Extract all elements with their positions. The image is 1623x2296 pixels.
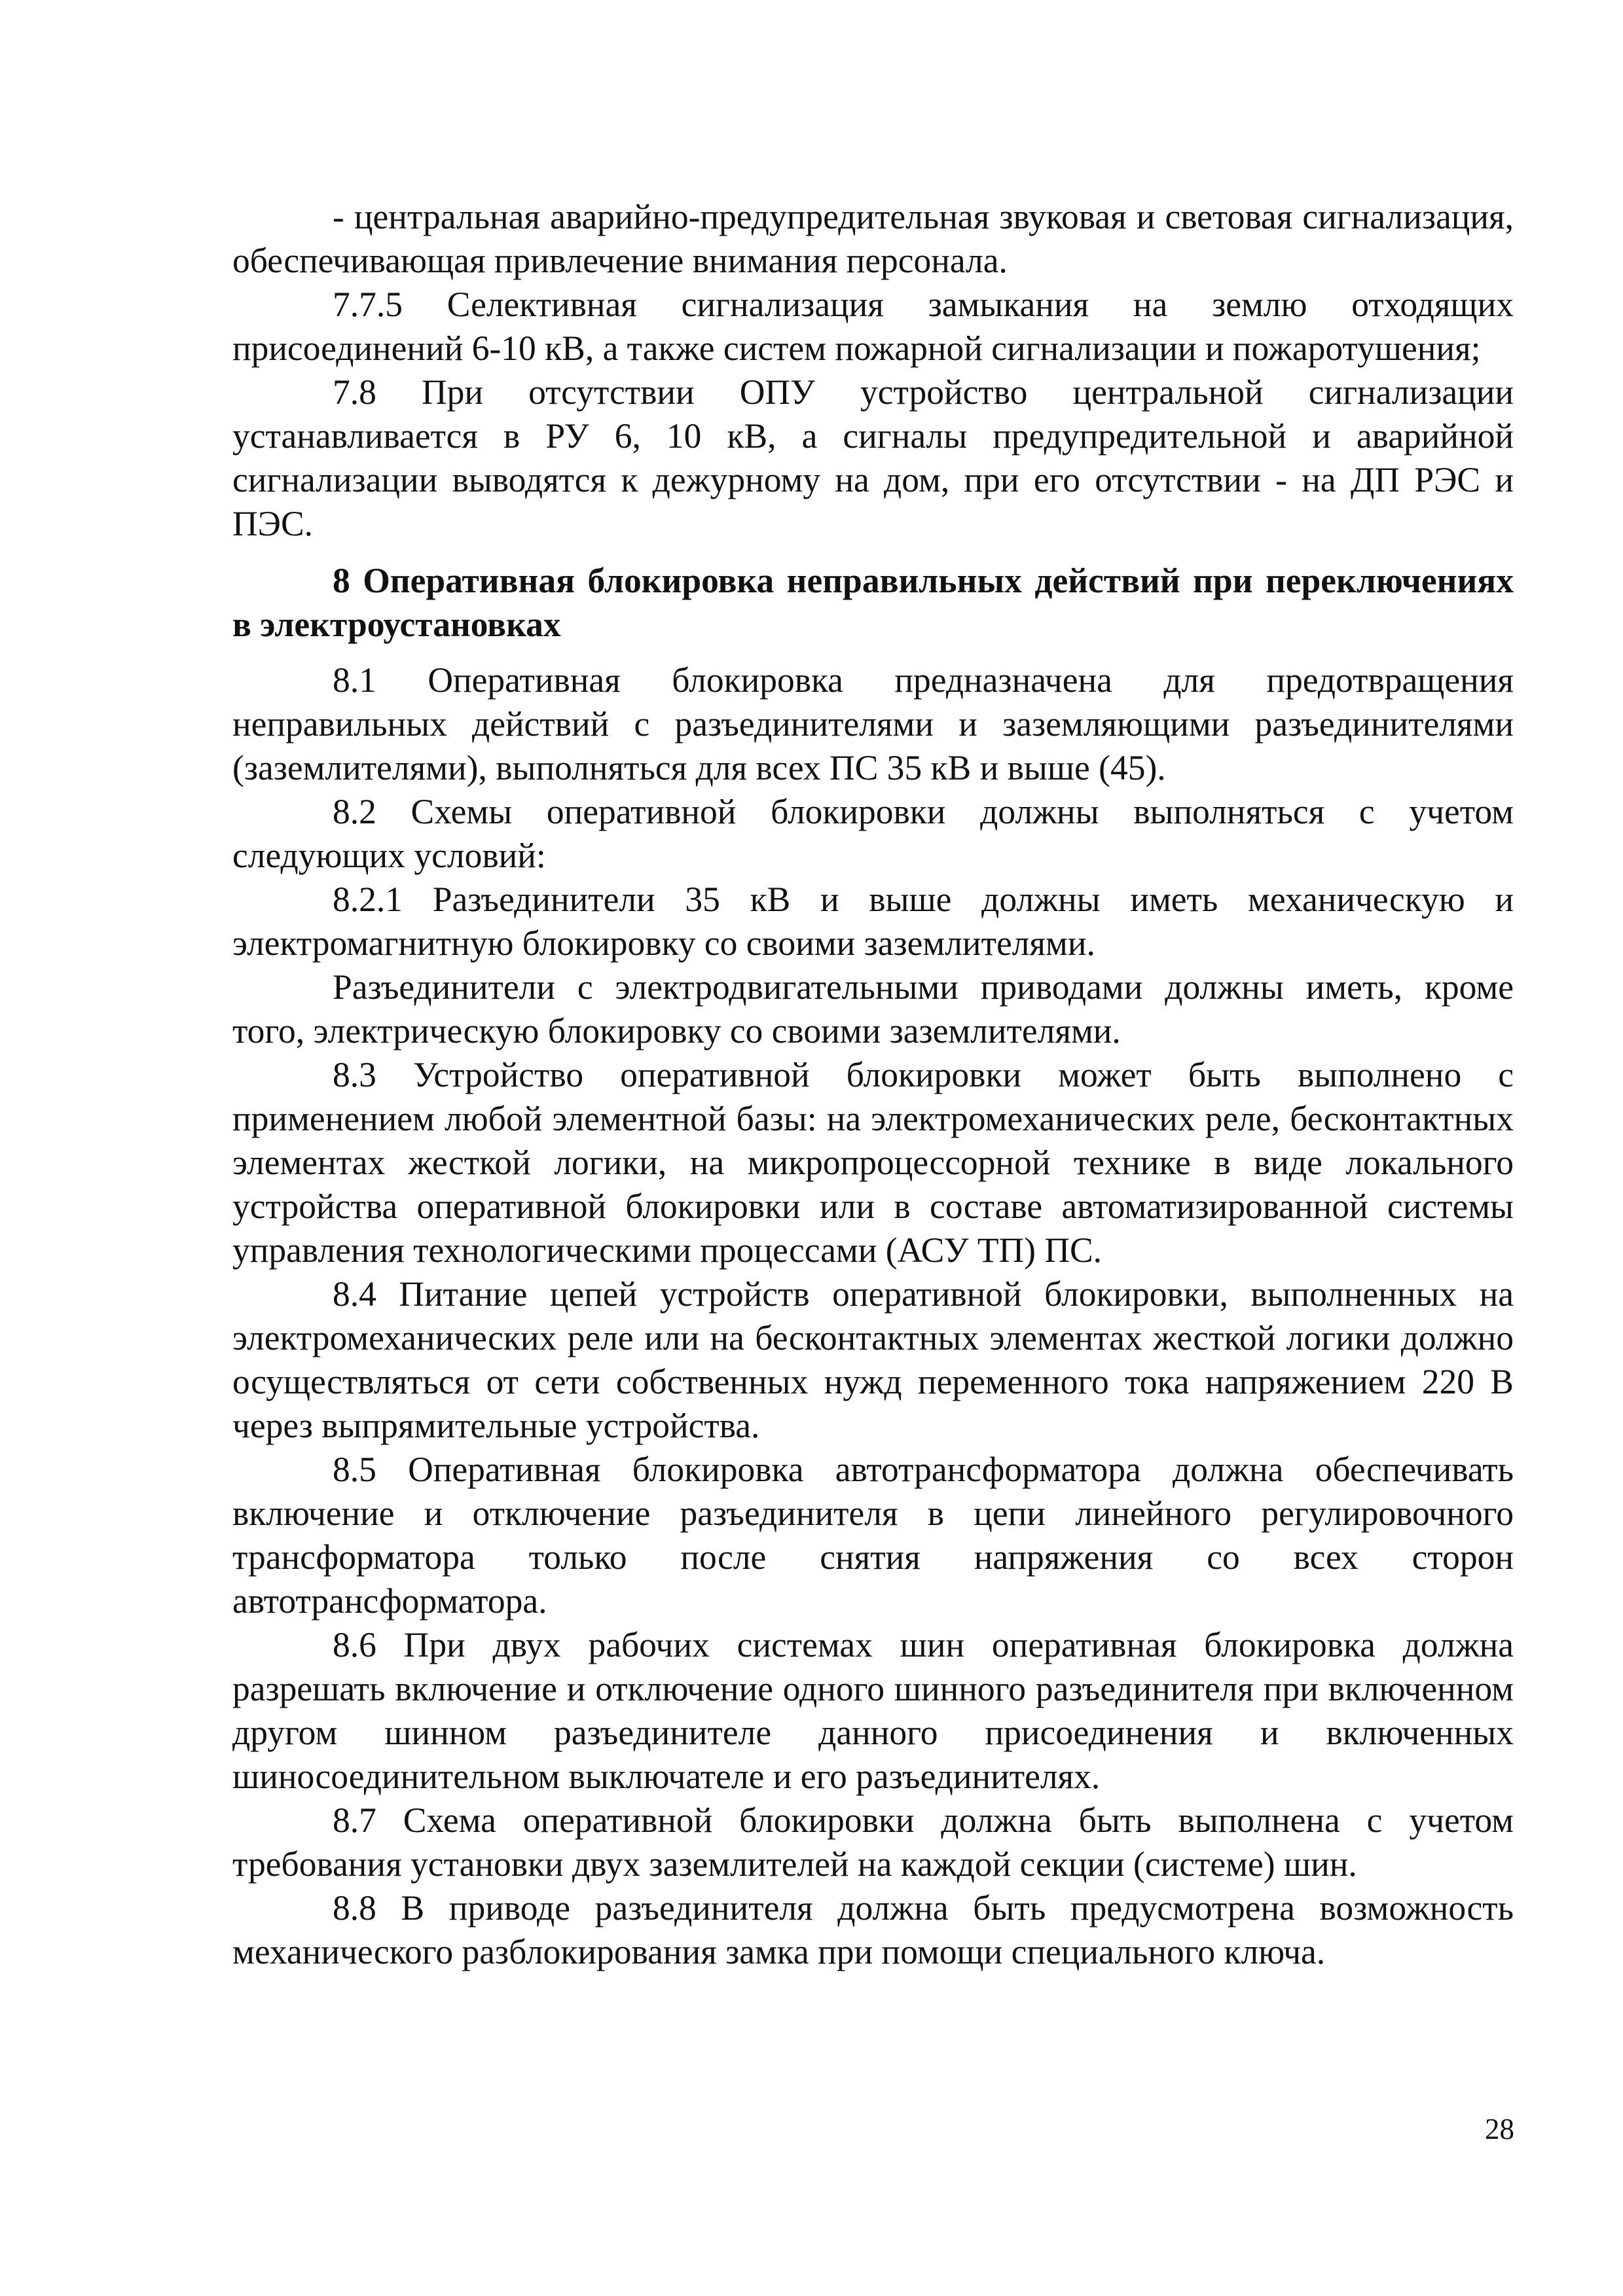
paragraph-8-7: 8.7 Схема оперативной блокировки должна быть выполнена с учетом требования установки двух заземлителей на каждой секции (системе) шин.: [232, 1801, 1514, 1884]
paragraph-8-8: 8.8 В приводе разъединителя должна быть предусмотрена возможность механического разблокирования замка при помощи специального ключа.: [232, 1888, 1514, 1971]
paragraph-disconnectors-motor: Разъединители с электродвигательными приводами должны иметь, кроме того, электрическую блокировку со своими заземлителями.: [232, 967, 1514, 1050]
paragraph-8-3: 8.3 Устройство оперативной блокировки может быть выполнено с применением любой элементной базы: на электромеханических реле, бесконтактных элементах жесткой логики, на микропроцессорной технике в виде локального устройства оперативной блокировки или в составе автоматизированной системы управления технологическими процессами (АСУ ТП) ПС.: [232, 1055, 1514, 1270]
paragraph-8-5: 8.5 Оперативная блокировка автотрансформатора должна обеспечивать включение и отключение разъединителя в цепи линейного регулировочного трансформатора только после снятия напряжения со всех сторон автотрансформатора.: [232, 1450, 1514, 1621]
paragraph-7-8: 7.8 При отсутствии ОПУ устройство центральной сигнализации устанавливается в РУ 6, 10 кВ, а сигналы предупредительной и аварийной сигнализации выводятся к дежурному на дом, при его отсутствии - на ДП РЭС и ПЭС.: [232, 372, 1514, 543]
paragraph-8-2-1: 8.2.1 Разъединители 35 кВ и выше должны иметь механическую и электромагнитную блокировку со своими заземлителями.: [232, 880, 1514, 963]
page-number: 28: [1485, 2113, 1514, 2145]
paragraph-7-7-5: 7.7.5 Селективная сигнализация замыкания на землю отходящих присоединений 6-10 кВ, а также систем пожарной сигнализации и пожаротушения;: [232, 285, 1514, 368]
paragraph-8-4: 8.4 Питание цепей устройств оперативной блокировки, выполненных на электромеханических реле или на бесконтактных элементах жесткой логики должно осуществляться от сети собственных нужд переменного тока напряжением 220 В через выпрямительные устройства.: [232, 1274, 1514, 1445]
paragraph-8-2: 8.2 Схемы оперативной блокировки должны выполняться с учетом следующих условий:: [232, 792, 1514, 875]
paragraph-8-6: 8.6 При двух рабочих системах шин оперативная блокировка должна разрешать включение и отключение одного шинного разъединителя при включенном другом шинном разъединителе данного присоединения и включенных шиносоединительном выключателе и его разъединителях.: [232, 1625, 1514, 1796]
section-heading: 8 Оперативная блокировка неправильных действий при переключениях в электроустановках: [232, 561, 1514, 644]
paragraph-8-1: 8.1 Оперативная блокировка предназначена для предотвращения неправильных действий с разъединителями и заземляющими разъединителями (заземлителями), выполняться для всех ПС 35 кВ и выше (45).: [232, 660, 1514, 787]
paragraph-central-alarm: - центральная аварийно-предупредительная звуковая и световая сигнализация, обеспечивающая привлечение внимания персонала.: [232, 197, 1514, 280]
page-content: [232, 195, 1514, 1974]
